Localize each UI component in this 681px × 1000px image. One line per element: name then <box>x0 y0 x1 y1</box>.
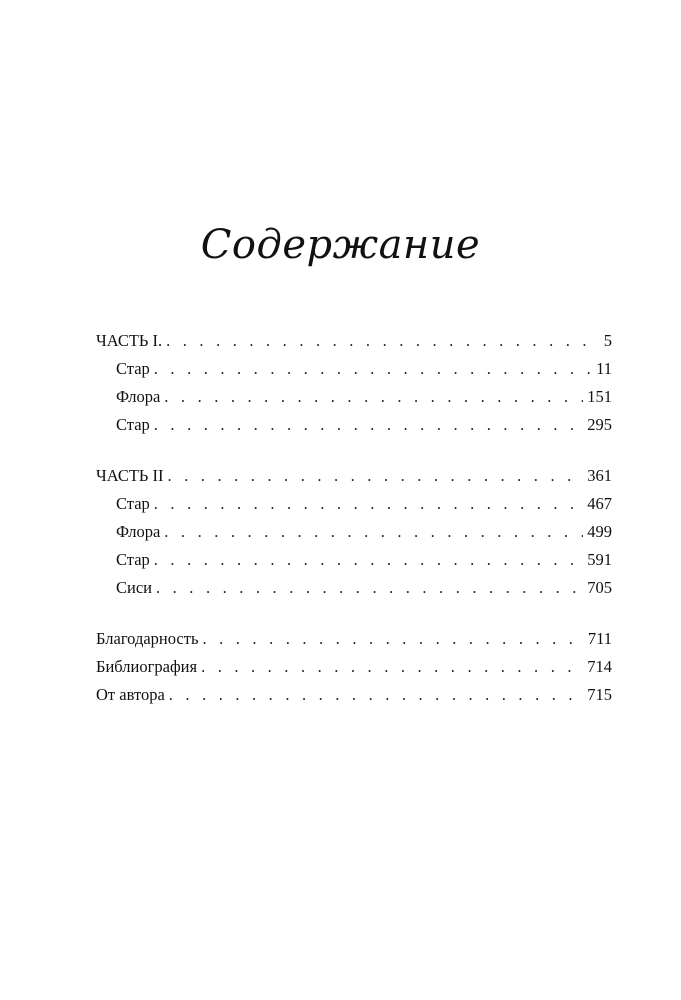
dot-leader <box>154 355 592 383</box>
toc-entry-label: ЧАСТЬ I. <box>96 331 163 350</box>
toc-entry-label: Стар <box>116 359 150 378</box>
dot-leader <box>156 574 583 602</box>
toc-entry-page: 715 <box>587 685 612 704</box>
toc-entry-label: Благодарность <box>96 629 199 648</box>
toc-entry-page: 499 <box>587 522 612 541</box>
toc-entry-page: 361 <box>587 466 612 485</box>
toc-entry-label: ЧАСТЬ II <box>96 466 164 485</box>
toc-entry-page: 295 <box>587 415 612 434</box>
toc-entry-label: От автора <box>96 685 165 704</box>
toc-entry <box>96 574 612 602</box>
toc-entry-page: 5 <box>603 331 612 350</box>
toc-entry-page: 467 <box>587 494 612 513</box>
dot-leader <box>168 462 584 490</box>
toc-entry <box>96 327 612 355</box>
toc-entry-label: Стар <box>116 415 150 434</box>
table-of-contents <box>96 327 612 732</box>
dot-leader <box>154 411 583 439</box>
toc-entry <box>96 518 612 546</box>
dot-leader <box>166 327 600 355</box>
toc-group-part-1 <box>96 327 612 439</box>
toc-entry <box>96 653 612 681</box>
toc-entry <box>96 546 612 574</box>
toc-entry-page: 11 <box>596 359 612 378</box>
dot-leader <box>164 518 583 546</box>
toc-entry <box>96 355 612 383</box>
toc-entry <box>96 411 612 439</box>
toc-entry-page: 705 <box>587 578 612 597</box>
toc-entry-label: Флора <box>116 387 161 406</box>
toc-entry <box>96 462 612 490</box>
dot-leader <box>164 383 583 411</box>
toc-group-part-2 <box>96 462 612 602</box>
dot-leader <box>201 653 583 681</box>
toc-entry-page: 711 <box>587 629 612 648</box>
toc-entry-label: Стар <box>116 494 150 513</box>
toc-entry-page: 591 <box>587 550 612 569</box>
dot-leader <box>154 546 583 574</box>
toc-entry-label: Стар <box>116 550 150 569</box>
toc-entry-label: Флора <box>116 522 161 541</box>
toc-entry-label: Сиси <box>116 578 152 597</box>
toc-entry <box>96 681 612 709</box>
page-title: Содержание <box>200 222 481 268</box>
toc-group-back-matter <box>96 625 612 709</box>
dot-leader <box>154 490 583 518</box>
toc-entry-page: 151 <box>587 387 612 406</box>
toc-entry <box>96 383 612 411</box>
dot-leader <box>202 625 583 653</box>
toc-entry-label: Библиография <box>96 657 198 676</box>
toc-entry <box>96 625 612 653</box>
toc-entry <box>96 490 612 518</box>
dot-leader <box>169 681 583 709</box>
toc-entry-page: 714 <box>587 657 612 676</box>
